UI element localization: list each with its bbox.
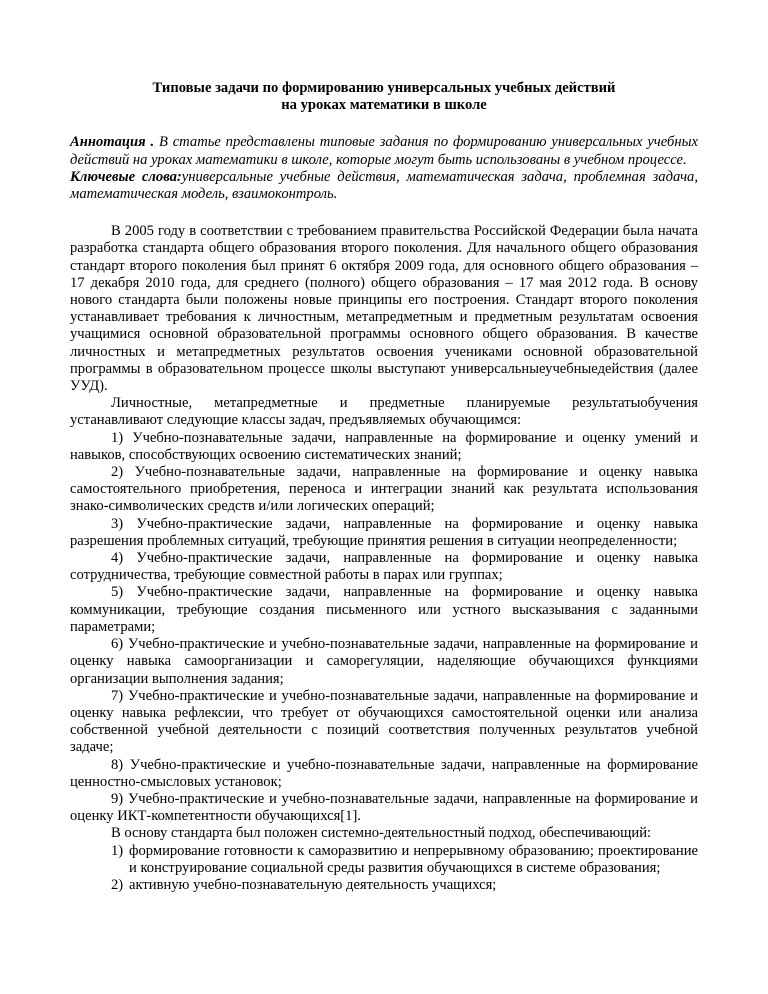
list-item-number: 2) [111,464,124,481]
list-item-number: 5) [111,584,124,601]
article-title [70,80,698,114]
list-item-text: Учебно-практические и учебно-познавательные задачи, направленные на формирование и оценку навыка самоорганизации и саморегуляции, наделяющие обучающихся функциями организации выполнения задания; [70,636,698,687]
list-item-number: 9) [111,790,124,807]
paragraph-approach: В основу стандарта был положен системно-деятельностный подход, обеспечивающий: [111,825,652,842]
abstract-label: Аннотация . [70,134,155,151]
list-item [70,636,698,688]
keywords-label: Ключевые слова: [70,168,182,185]
list-item [70,877,698,894]
task-list [70,430,698,826]
list-item-text: Учебно-практические и учебно-познавательные задачи, направленные на формирование и оценку навыка рефлексии, что требует от обучающихся самостоятельной оценки или анализа собственной учебной деятельности с позиций соответствия полученных результатов учебной задаче; [70,687,698,756]
list-item [70,688,698,757]
title-line-1: Типовые задачи по формированию универсальных учебных действий [152,80,616,96]
paragraph-task-classes: Личностные, метапредметные и предметные планируемые результатыобучения устанавливают следующие классы задач, предъявляемых обучающимся: [70,395,698,429]
keywords [70,169,698,203]
title-line-2: на уроках математики в школе [281,97,487,114]
list-item [70,843,698,877]
list-item-text: Учебно-познавательные задачи, направленные на формирование и оценку навыка самостоятельного приобретения, переноса и интеграции знаний как результата использования знако-символических средств и/или логических операций; [70,464,698,515]
abstract-text: В статье представлены типовые задания по формированию универсальных учебных действий на уроках математики в школе, которые могут быть использованы в учебном процессе. [70,134,698,168]
list-item-number: 7) [111,687,124,704]
list-item-text: Учебно-практические задачи, направленные на формирование и оценку навыка разрешения проблемных ситуаций, требующие принятия решения в ситуации неопределенности; [70,515,698,549]
list-item [70,516,698,550]
list-item [70,757,698,791]
list-item-number: 1) [111,429,124,446]
list-item [70,550,698,584]
list-item [70,464,698,516]
list-item-number: 4) [111,550,124,567]
list-item-text: формирование готовности к саморазвитию и непрерывному образованию; проектирование и конструирование социальной среды развития обучающихся в системе образования; [129,842,698,876]
list-item-number: 6) [111,636,124,653]
list-item [70,430,698,464]
list-item-number: 1) [111,842,124,859]
list-item [70,584,698,636]
list-item-number: 3) [111,515,124,532]
list-item [70,791,698,825]
list-item-number: 2) [111,876,124,893]
list-item-text: Учебно-практические задачи, направленные на формирование и оценку навыка сотрудничества, требующие совместной работы в парах или группах; [70,550,698,584]
list-item-text: Учебно-познавательные задачи, направленные на формирование и оценку умений и навыков, способствующих освоению систематических знаний; [70,429,698,463]
list-item-text: Учебно-практические и учебно-познавательные задачи, направленные на формирование ценностно-смысловых установок; [70,756,698,790]
list-item-text: Учебно-практические задачи, направленные на формирование и оценку навыка коммуникации, требующие создания письменного или устного высказывания с заданными параметрами; [70,584,698,635]
abstract [70,134,698,168]
keywords-text: универсальные учебные действия, математическая задача, проблемная задача, математическая модель, взаимоконтроль. [70,168,698,203]
list-item-text: Учебно-практические и учебно-познавательные задачи, направленные на формирование и оценку ИКТ-компетентности обучающихся[1]. [70,790,698,825]
list-item-text: активную учебно-познавательную деятельность учащихся; [129,876,497,893]
paragraph-intro: В 2005 году в соответствии с требованием правительства Российской Федерации была начата разработка стандарта общего образования второго поколения. Для начального общего образования стандарт второго поколения был принят 6 октября 2009 года, для основного общего образования – 17 декабря 2010 года, для среднего (полного) общего образования – 17 мая 2012 года. В основу нового стандарта были положены новые принципы его построения. Стандарт второго поколения устанавливает требования к личностным, метапредметным и предметным результатам освоения учащимися основной образовательной программы основного общего образования. В качестве личностных и метапредметных результатов освоения учениками основной образовательной программы в образовательном процессе школы выступают универсальныеучебныедействия (далее УУД). [70,223,698,395]
approach-list [70,843,698,895]
list-item-number: 8) [111,756,124,773]
